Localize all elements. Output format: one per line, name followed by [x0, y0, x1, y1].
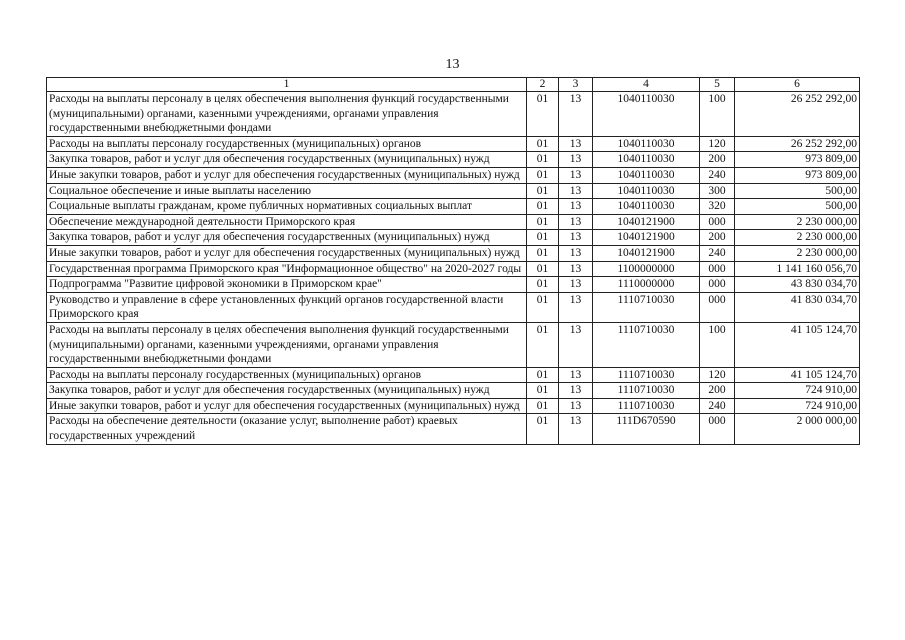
- row-subsection-cell: 13: [559, 277, 593, 293]
- row-name-cell: Обеспечение международной деятельности Приморского края: [47, 214, 527, 230]
- row-subsection-cell: 13: [559, 398, 593, 414]
- row-name-cell: Иные закупки товаров, работ и услуг для обеспечения государственных (муниципальных) нужд: [47, 167, 527, 183]
- header-cell-expense-type: 5: [700, 78, 735, 92]
- budget-table: [46, 77, 860, 445]
- table-row: [47, 414, 860, 444]
- row-section-cell: 01: [527, 167, 559, 183]
- row-target-article-cell: 1040110030: [593, 199, 700, 215]
- row-amount-cell: 500,00: [735, 183, 860, 199]
- table-row: [47, 230, 860, 246]
- row-expense-type-cell: 240: [700, 398, 735, 414]
- row-section-cell: 01: [527, 152, 559, 168]
- table-row: [47, 245, 860, 261]
- row-amount-cell: 41 105 124,70: [735, 322, 860, 367]
- table-row: [47, 152, 860, 168]
- row-section-cell: 01: [527, 261, 559, 277]
- row-subsection-cell: 13: [559, 214, 593, 230]
- row-amount-cell: 2 230 000,00: [735, 245, 860, 261]
- row-subsection-cell: 13: [559, 414, 593, 444]
- row-expense-type-cell: 120: [700, 367, 735, 383]
- row-name-cell: Социальные выплаты гражданам, кроме публичных нормативных социальных выплат: [47, 199, 527, 215]
- row-expense-type-cell: 320: [700, 199, 735, 215]
- row-target-article-cell: 1110000000: [593, 277, 700, 293]
- row-section-cell: 01: [527, 199, 559, 215]
- row-name-cell: Расходы на выплаты персоналу государственных (муниципальных) органов: [47, 367, 527, 383]
- row-subsection-cell: 13: [559, 230, 593, 246]
- row-amount-cell: 26 252 292,00: [735, 92, 860, 137]
- header-cell-amount: 6: [735, 78, 860, 92]
- row-section-cell: 01: [527, 183, 559, 199]
- row-amount-cell: 973 809,00: [735, 167, 860, 183]
- row-expense-type-cell: 100: [700, 92, 735, 137]
- row-expense-type-cell: 000: [700, 292, 735, 322]
- row-target-article-cell: 1040121900: [593, 245, 700, 261]
- row-name-cell: Государственная программа Приморского края "Информационное общество" на 2020-2027 годы: [47, 261, 527, 277]
- row-section-cell: 01: [527, 383, 559, 399]
- row-target-article-cell: 1040110030: [593, 167, 700, 183]
- header-cell-subsection: 3: [559, 78, 593, 92]
- row-name-cell: Расходы на выплаты персоналу в целях обеспечения выполнения функций государственными (муниципальными) органами, казенными учреждениями, органами управления государственными внебюджетными фондами: [47, 322, 527, 367]
- row-section-cell: 01: [527, 292, 559, 322]
- table-row: [47, 92, 860, 137]
- row-subsection-cell: 13: [559, 183, 593, 199]
- row-target-article-cell: 1110710030: [593, 367, 700, 383]
- table-row: [47, 183, 860, 199]
- row-subsection-cell: 13: [559, 152, 593, 168]
- row-section-cell: 01: [527, 245, 559, 261]
- row-section-cell: 01: [527, 398, 559, 414]
- row-target-article-cell: 1040110030: [593, 183, 700, 199]
- row-amount-cell: 724 910,00: [735, 383, 860, 399]
- table-row: [47, 199, 860, 215]
- row-section-cell: 01: [527, 136, 559, 152]
- row-section-cell: 01: [527, 277, 559, 293]
- row-amount-cell: 973 809,00: [735, 152, 860, 168]
- row-expense-type-cell: 120: [700, 136, 735, 152]
- row-expense-type-cell: 300: [700, 183, 735, 199]
- header-cell-target-article: 4: [593, 78, 700, 92]
- row-subsection-cell: 13: [559, 245, 593, 261]
- row-section-cell: 01: [527, 92, 559, 137]
- table-row: [47, 214, 860, 230]
- row-target-article-cell: 1040110030: [593, 92, 700, 137]
- row-expense-type-cell: 240: [700, 245, 735, 261]
- row-section-cell: 01: [527, 230, 559, 246]
- row-target-article-cell: 1040121900: [593, 214, 700, 230]
- row-name-cell: Расходы на выплаты персоналу в целях обеспечения выполнения функций государственными (муниципальными) органами, казенными учреждениями, органами управления государственными внебюджетными фондами: [47, 92, 527, 137]
- row-section-cell: 01: [527, 214, 559, 230]
- header-cell-name: 1: [47, 78, 527, 92]
- page-number: 13: [445, 57, 460, 72]
- row-expense-type-cell: 200: [700, 383, 735, 399]
- row-target-article-cell: 111D670590: [593, 414, 700, 444]
- row-name-cell: Руководство и управление в сфере установленных функций органов государственной власти Приморского края: [47, 292, 527, 322]
- row-subsection-cell: 13: [559, 92, 593, 137]
- row-amount-cell: 2 230 000,00: [735, 230, 860, 246]
- row-expense-type-cell: 000: [700, 261, 735, 277]
- row-target-article-cell: 1110710030: [593, 383, 700, 399]
- row-amount-cell: 500,00: [735, 199, 860, 215]
- table-row: [47, 322, 860, 367]
- row-amount-cell: 41 105 124,70: [735, 367, 860, 383]
- table-row: [47, 277, 860, 293]
- row-expense-type-cell: 200: [700, 230, 735, 246]
- row-subsection-cell: 13: [559, 167, 593, 183]
- row-amount-cell: 724 910,00: [735, 398, 860, 414]
- row-target-article-cell: 1110710030: [593, 322, 700, 367]
- row-amount-cell: 2 230 000,00: [735, 214, 860, 230]
- row-subsection-cell: 13: [559, 136, 593, 152]
- row-section-cell: 01: [527, 322, 559, 367]
- row-name-cell: Иные закупки товаров, работ и услуг для обеспечения государственных (муниципальных) нужд: [47, 398, 527, 414]
- table-row: [47, 167, 860, 183]
- row-subsection-cell: 13: [559, 199, 593, 215]
- row-target-article-cell: 1100000000: [593, 261, 700, 277]
- table-row: [47, 367, 860, 383]
- row-subsection-cell: 13: [559, 292, 593, 322]
- row-expense-type-cell: 240: [700, 167, 735, 183]
- row-section-cell: 01: [527, 367, 559, 383]
- row-subsection-cell: 13: [559, 383, 593, 399]
- row-expense-type-cell: 000: [700, 277, 735, 293]
- row-name-cell: Расходы на обеспечение деятельности (оказание услуг, выполнение работ) краевых государственных учреждений: [47, 414, 527, 444]
- row-name-cell: Закупка товаров, работ и услуг для обеспечения государственных (муниципальных) нужд: [47, 383, 527, 399]
- row-name-cell: Расходы на выплаты персоналу государственных (муниципальных) органов: [47, 136, 527, 152]
- row-amount-cell: 1 141 160 056,70: [735, 261, 860, 277]
- row-target-article-cell: 1040110030: [593, 136, 700, 152]
- row-amount-cell: 41 830 034,70: [735, 292, 860, 322]
- header-cell-section: 2: [527, 78, 559, 92]
- row-subsection-cell: 13: [559, 367, 593, 383]
- row-subsection-cell: 13: [559, 322, 593, 367]
- row-name-cell: Социальное обеспечение и иные выплаты населению: [47, 183, 527, 199]
- header-row: [47, 78, 860, 92]
- table-row: [47, 261, 860, 277]
- table-row: [47, 398, 860, 414]
- table-row: [47, 383, 860, 399]
- row-amount-cell: 26 252 292,00: [735, 136, 860, 152]
- table-row: [47, 292, 860, 322]
- row-name-cell: Закупка товаров, работ и услуг для обеспечения государственных (муниципальных) нужд: [47, 230, 527, 246]
- row-target-article-cell: 1110710030: [593, 398, 700, 414]
- row-expense-type-cell: 000: [700, 214, 735, 230]
- row-name-cell: Подпрограмма "Развитие цифровой экономики в Приморском крае": [47, 277, 527, 293]
- row-target-article-cell: 1040110030: [593, 152, 700, 168]
- row-amount-cell: 43 830 034,70: [735, 277, 860, 293]
- row-amount-cell: 2 000 000,00: [735, 414, 860, 444]
- row-name-cell: Иные закупки товаров, работ и услуг для обеспечения государственных (муниципальных) нужд: [47, 245, 527, 261]
- row-target-article-cell: 1040121900: [593, 230, 700, 246]
- row-target-article-cell: 1110710030: [593, 292, 700, 322]
- table-row: [47, 136, 860, 152]
- row-subsection-cell: 13: [559, 261, 593, 277]
- row-section-cell: 01: [527, 414, 559, 444]
- row-name-cell: Закупка товаров, работ и услуг для обеспечения государственных (муниципальных) нужд: [47, 152, 527, 168]
- row-expense-type-cell: 100: [700, 322, 735, 367]
- row-expense-type-cell: 000: [700, 414, 735, 444]
- row-expense-type-cell: 200: [700, 152, 735, 168]
